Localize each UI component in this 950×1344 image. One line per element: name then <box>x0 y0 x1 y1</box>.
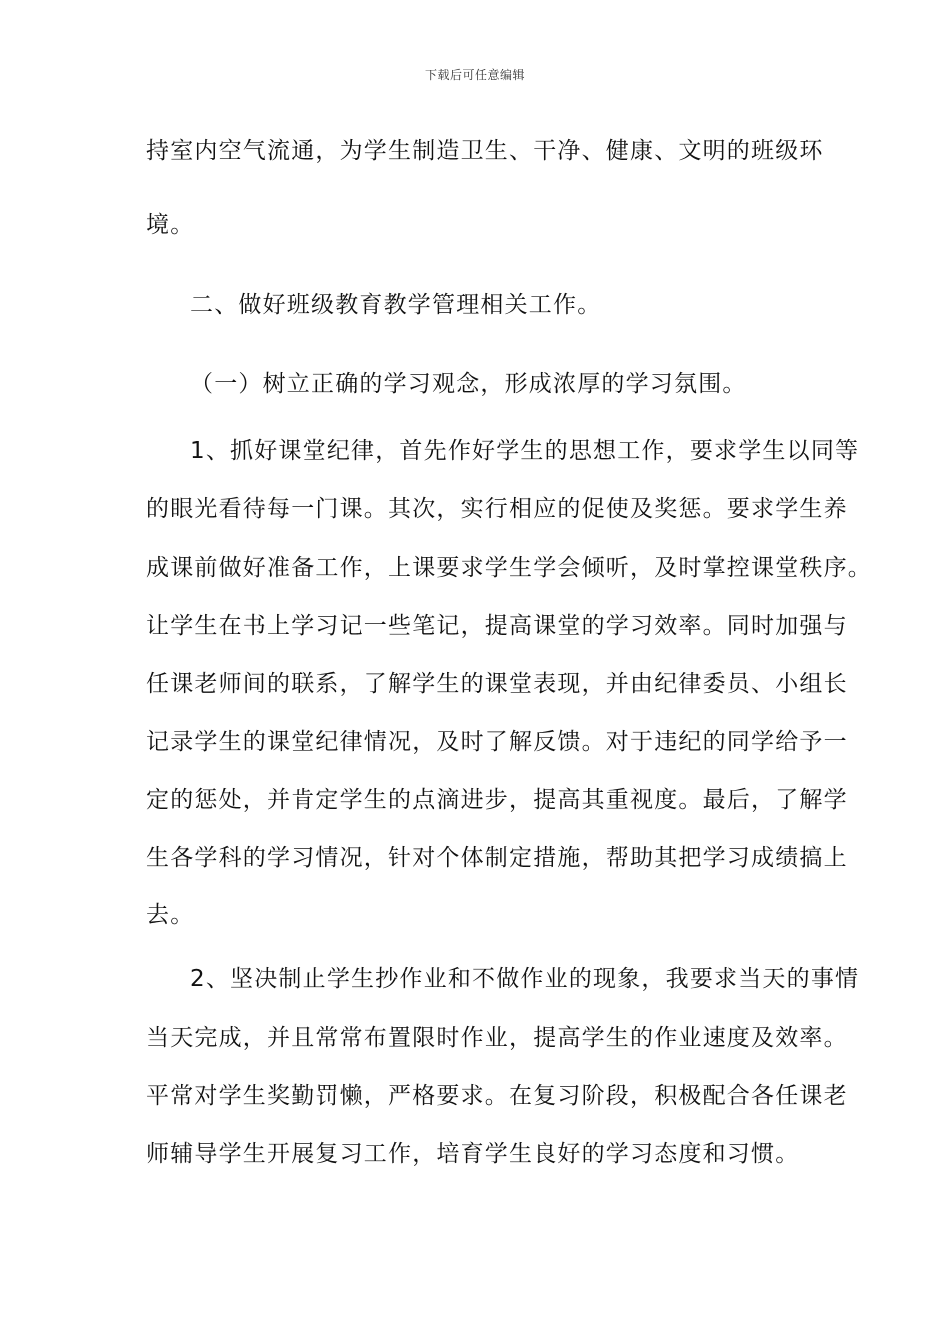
body-line-1: 持室内空气流通，为学生制造卫生、干净、健康、文明的班级环 <box>146 138 824 164</box>
body-line-2: 境。 <box>146 212 195 238</box>
item-1-line-6: 记录学生的课堂纪律情况，及时了解反馈。对于违纪的同学给予一 <box>146 729 848 755</box>
subsection-heading: （一）树立正确的学习观念，形成浓厚的学习氛围。 <box>190 371 747 397</box>
item-2-line-4: 师辅导学生开展复习工作，培育学生良好的学习态度和习惯。 <box>146 1141 800 1167</box>
item-1-line-2: 的眼光看待每一门课。其次，实行相应的促使及奖惩。要求学生养 <box>146 496 848 522</box>
item-1-line-9: 去。 <box>146 902 195 928</box>
item-1-line-8: 生各学科的学习情况，针对个体制定措施，帮助其把学习成绩搞上 <box>146 845 848 871</box>
item-2-line-3: 平常对学生奖勤罚懒，严格要求。在复习阶段，积极配合各任课老 <box>146 1083 848 1109</box>
item-2-line-1: 2、坚决制止学生抄作业和不做作业的现象，我要求当天的事情 <box>190 966 860 992</box>
item-1-line-1: 1、抓好课堂纪律，首先作好学生的思想工作，要求学生以同等 <box>190 438 860 464</box>
item-1-line-3: 成课前做好准备工作，上课要求学生学会倾听，及时掌控课堂秩序。 <box>146 555 872 581</box>
item-1-line-5: 任课老师间的联系，了解学生的课堂表现，并由纪律委员、小组长 <box>146 671 848 697</box>
item-2-line-2: 当天完成，并且常常布置限时作业，提高学生的作业速度及效率。 <box>146 1025 848 1051</box>
section-heading: 二、做好班级教育教学管理相关工作。 <box>190 292 602 318</box>
item-1-line-4: 让学生在书上学习记一些笔记，提高课堂的学习效率。同时加强与 <box>146 613 848 639</box>
item-1-line-7: 定的惩处，并肯定学生的点滴进步，提高其重视度。最后，了解学 <box>146 787 848 813</box>
page-header: 下载后可任意编辑 <box>424 68 525 82</box>
